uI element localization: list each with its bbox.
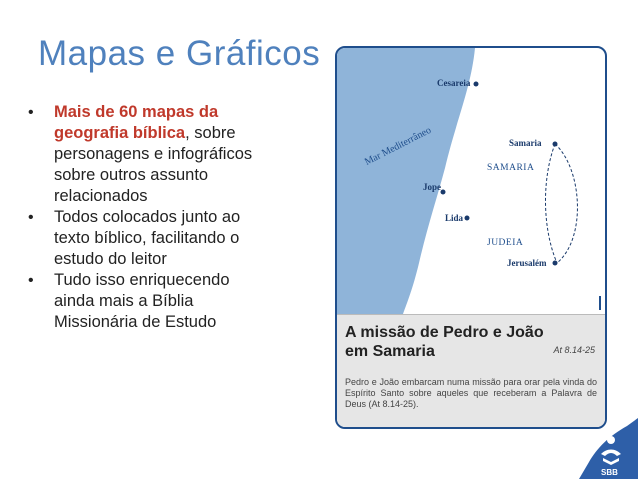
bullet-item-placement	[28, 207, 253, 270]
route-east	[555, 144, 577, 263]
city-label-jerusalem: Jerusalém	[507, 258, 547, 268]
city-label-samaria: Samaria	[509, 138, 542, 148]
bullet-highlight: Mais de 60 mapas da geografia bíblica	[54, 103, 219, 142]
city-label-jope: Jope	[423, 182, 441, 192]
bullet-item-maps	[28, 102, 253, 207]
caption-title	[345, 323, 544, 361]
caption-reference: At 8.14-25	[553, 345, 595, 355]
sea-label: Mar Mediterrâneo	[363, 124, 434, 168]
edge-marker	[599, 296, 601, 310]
city-label-cesareia: Cesareia	[437, 78, 471, 88]
caption-title-line1: A missão de Pedro e João	[345, 324, 544, 341]
slide-title: Mapas e Gráficos	[38, 34, 321, 73]
city-dot-cesareia	[474, 82, 479, 87]
bullet-text: Tudo isso enriquecendo ainda mais a Bíblia Missionária de Estudo	[54, 271, 230, 331]
city-dot-lida	[465, 216, 470, 221]
bullet-dot-icon: •	[28, 272, 34, 289]
map-image	[335, 46, 607, 429]
caption-title-line2: em Samaria	[345, 343, 435, 360]
map-caption	[337, 314, 605, 428]
region-label-judeia: JUDEIA	[487, 238, 524, 248]
route-west	[545, 144, 557, 263]
bullet-text: , sobre personagens e infográficos sobre outros assunto relacionados	[54, 124, 253, 205]
city-dot-jerusalem	[553, 261, 558, 266]
bullet-item-enrichment	[28, 270, 253, 333]
logo-text: SBB	[601, 468, 618, 477]
caption-text: Pedro e João embarcam numa missão para orar pela vinda do Espírito Santo sobre aqueles que receberam a Palavra de Deus (At 8.14-25).	[345, 377, 597, 409]
bullet-text: Todos colocados junto ao texto bíblico, facilitando o estudo do leitor	[54, 208, 241, 268]
city-label-lida: Lida	[445, 213, 464, 223]
city-dot-samaria	[553, 142, 558, 147]
map-drawing	[337, 48, 605, 314]
bullet-list	[28, 102, 253, 333]
region-label-samaria: SAMARIA	[487, 163, 535, 173]
city-dot-jope	[441, 190, 446, 195]
bullet-dot-icon: •	[28, 209, 34, 226]
bullet-dot-icon: •	[28, 104, 34, 121]
sbb-logo-icon	[579, 418, 638, 479]
